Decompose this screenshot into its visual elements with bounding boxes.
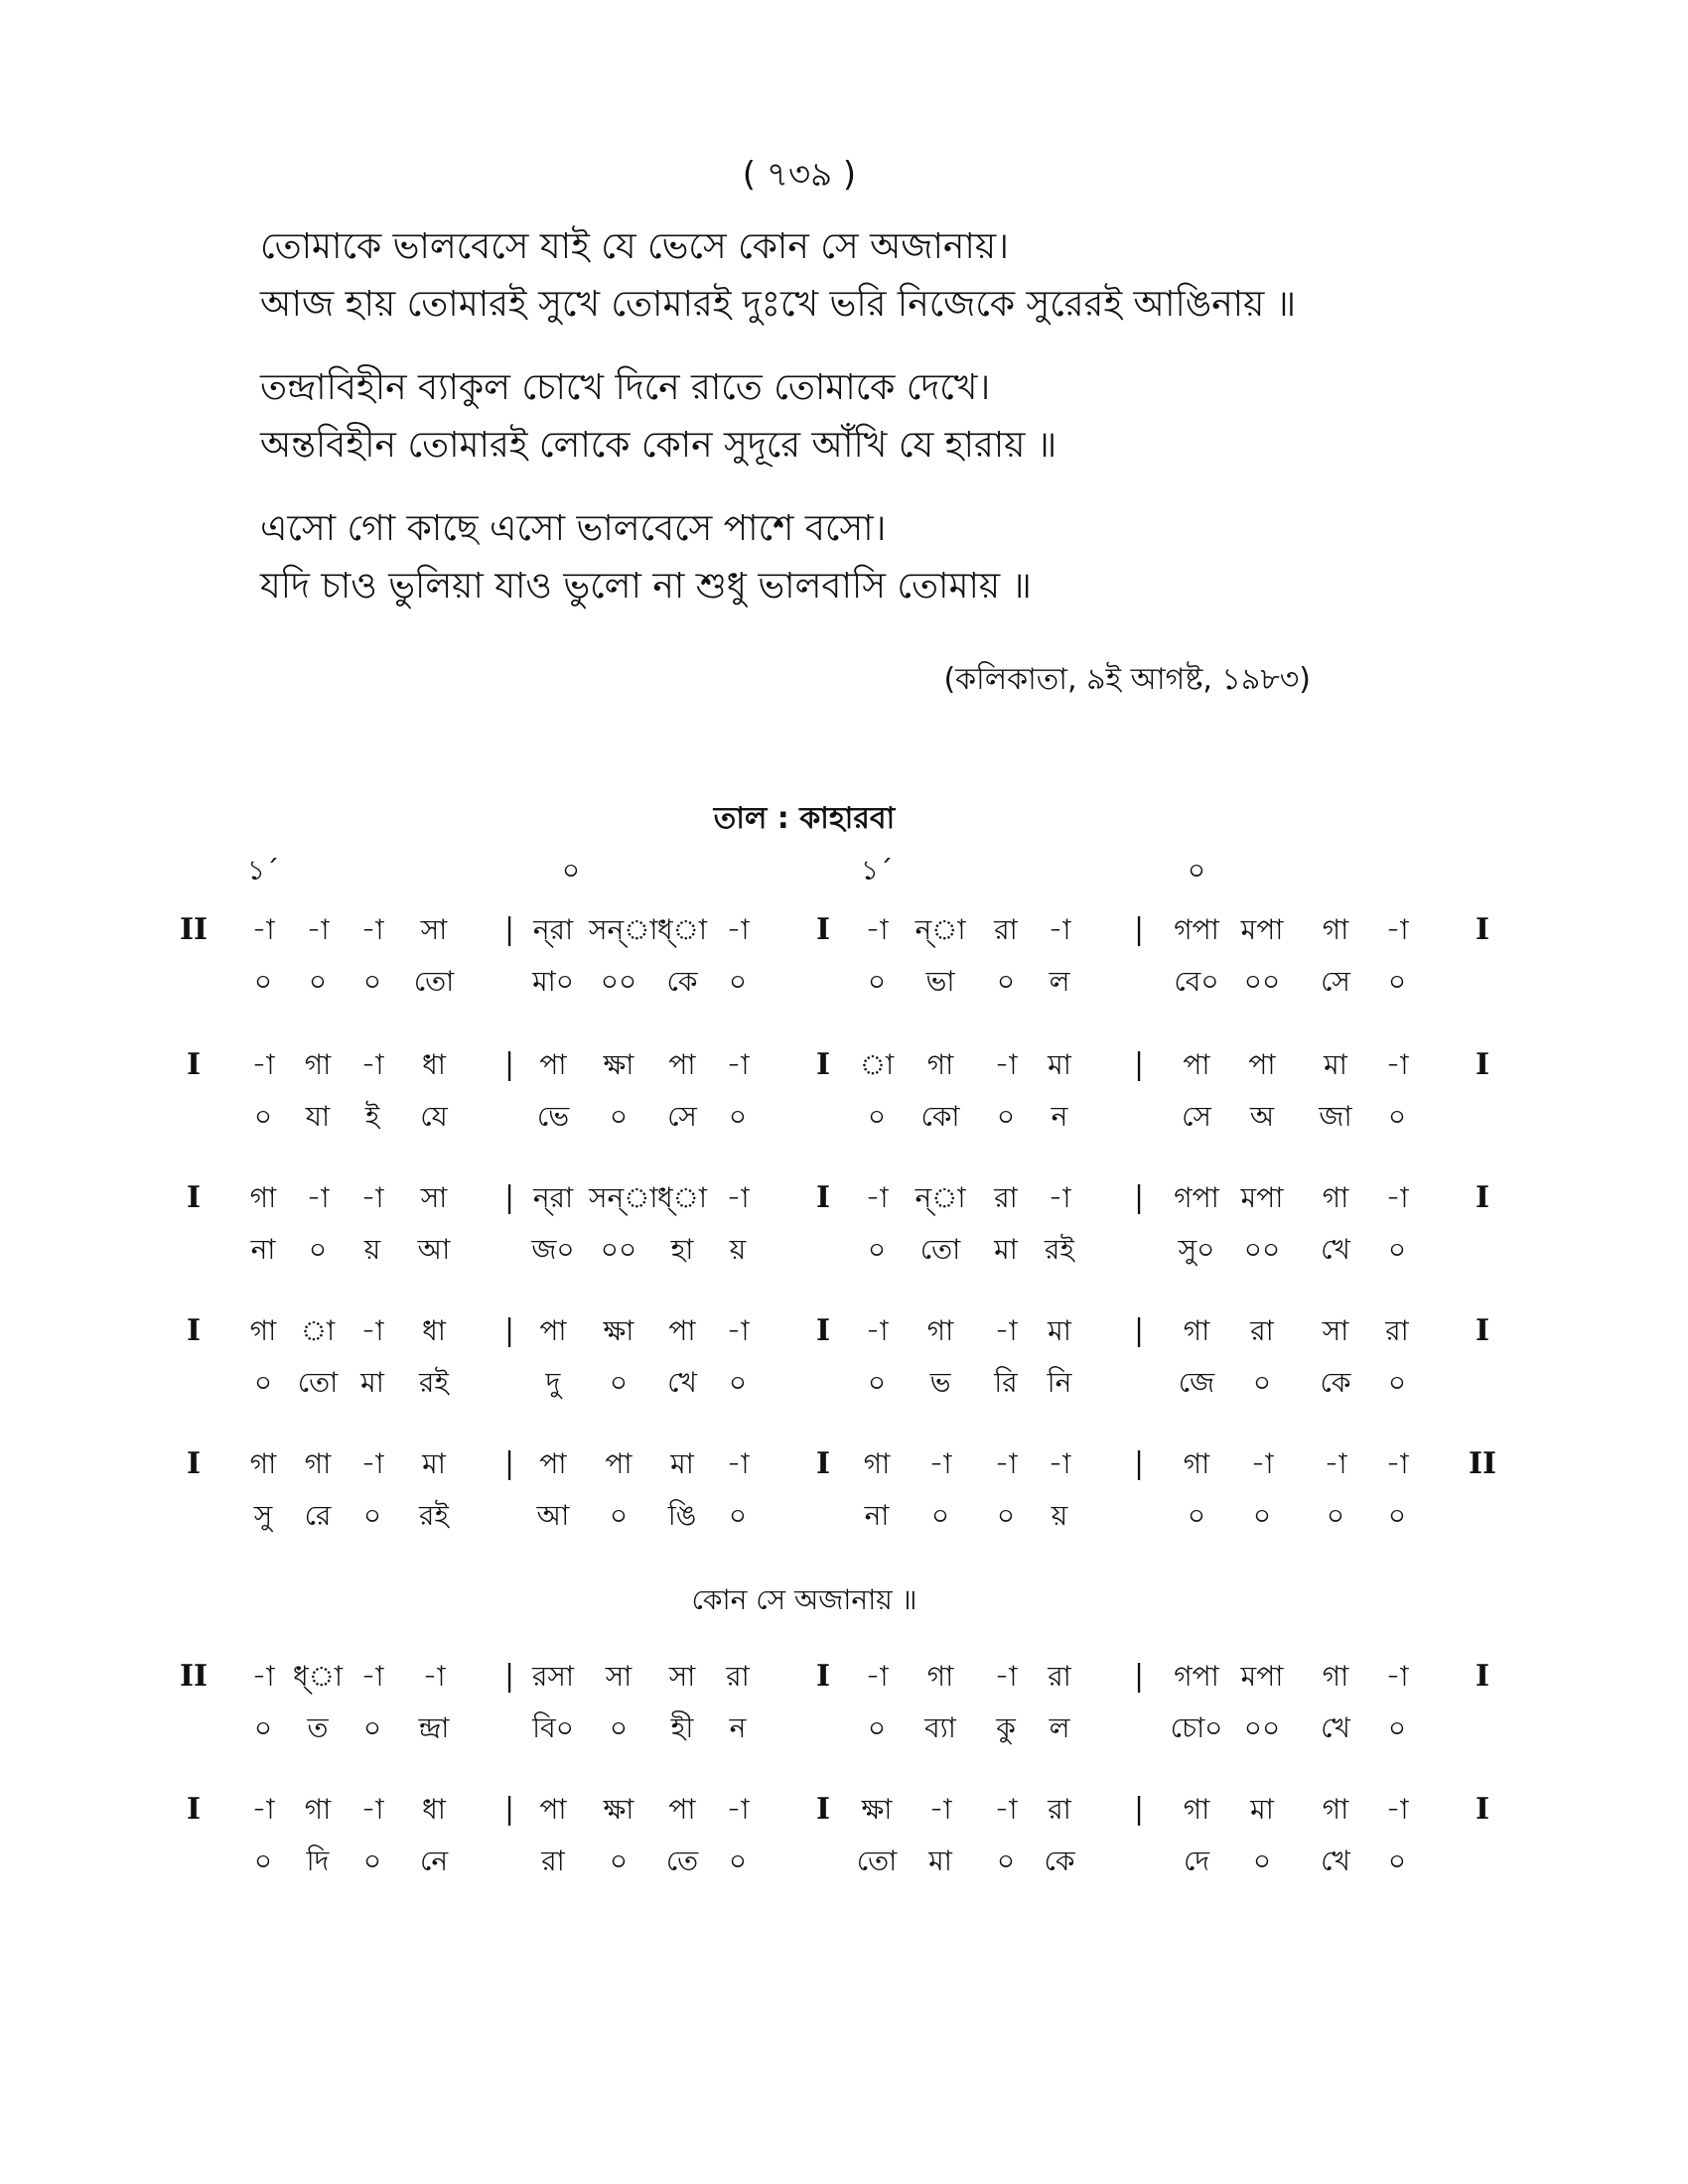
- swara-note: গা: [1183, 1447, 1210, 1480]
- lyric-syllable: ০: [253, 1366, 273, 1399]
- lyric-syllable: ০০: [600, 965, 637, 998]
- swara-note: সা: [1322, 1314, 1349, 1347]
- swara-note: গা: [1183, 1793, 1210, 1826]
- lyric-syllable: সে: [1321, 965, 1350, 998]
- barline: I: [1475, 1180, 1490, 1215]
- barline: I: [186, 1792, 202, 1827]
- page-number: ( ৭৩৯ ): [742, 155, 857, 195]
- swara-note: -া: [1250, 1447, 1274, 1480]
- lyric-syllable: সু: [253, 1499, 273, 1532]
- swara-note: -া: [865, 1660, 889, 1693]
- barline: |: [503, 1313, 515, 1348]
- lyric-syllable: য়: [363, 1233, 381, 1266]
- swara-note: -া: [1385, 1660, 1409, 1693]
- lyric-syllable: নি: [1047, 1366, 1072, 1399]
- swara-note: ক্ষা: [861, 1793, 893, 1826]
- swara-note: -া: [306, 913, 330, 946]
- lyric-syllable: হী: [670, 1711, 694, 1744]
- lyric-syllable: বে০: [1174, 965, 1219, 998]
- lyric-syllable: তো: [413, 965, 455, 998]
- lyric-syllable: আ: [536, 1499, 570, 1532]
- lyric-syllable: ০: [308, 1233, 328, 1266]
- swara-note: রসা: [531, 1660, 575, 1693]
- lyric-syllable: যা: [305, 1100, 331, 1133]
- swara-note: -া: [994, 1314, 1018, 1347]
- lyric-syllable: ০০: [600, 1233, 637, 1266]
- barline: I: [815, 1180, 831, 1215]
- barline: I: [1475, 912, 1490, 947]
- lyric-syllable: ০: [867, 1233, 887, 1266]
- lyric-syllable: খে: [1321, 1711, 1350, 1744]
- swara-note: পা: [1183, 1048, 1210, 1081]
- lyric-syllable: য়: [1051, 1499, 1068, 1532]
- swara-note: ক্ষা: [603, 1048, 634, 1081]
- poem-line: এসো গো কাছে এসো ভালবেসে পাশে বসো।: [260, 508, 887, 549]
- lyric-syllable: ০: [1387, 1100, 1407, 1133]
- lyric-syllable: ভ: [929, 1366, 951, 1399]
- swara-note: -া: [1385, 1048, 1409, 1081]
- swara-note: পা: [668, 1048, 696, 1081]
- swara-note: পা: [668, 1793, 696, 1826]
- swara-note: -া: [1048, 1181, 1071, 1214]
- lyric-syllable: জা: [1319, 1100, 1352, 1133]
- dateline: (কলিকাতা, ৯ই আগষ্ট, ১৯৮৩): [943, 662, 1311, 697]
- swara-note: গা: [1322, 1181, 1349, 1214]
- swara-note: -া: [360, 1314, 384, 1347]
- lyric-syllable: তে: [665, 1844, 699, 1877]
- swara-note: -া: [865, 1181, 889, 1214]
- swara-note: ক্ষা: [603, 1314, 634, 1347]
- lyric-syllable: কে: [1320, 1366, 1351, 1399]
- lyric-syllable: ল: [1049, 965, 1070, 998]
- swara-note: -া: [726, 913, 750, 946]
- lyric-syllable: ০: [867, 965, 887, 998]
- barline: I: [815, 912, 831, 947]
- swara-note: পা: [539, 1048, 567, 1081]
- lyric-syllable: ০: [996, 1844, 1016, 1877]
- poem-text: [260, 218, 1501, 641]
- swara-note: -া: [251, 913, 275, 946]
- beat-marker: ১´: [246, 854, 280, 887]
- swara-note: সা: [668, 1660, 696, 1693]
- barline: I: [815, 1446, 831, 1481]
- poem-line: তোমাকে ভালবেসে যাই যে ভেসে কোন সে অজানায়।: [260, 226, 1009, 267]
- poem-line: আজ হায় তোমারই সুখে তোমারই দুঃখে ভরি নিজেকে সুরেরই আঙিনায় ॥: [260, 284, 1297, 325]
- lyric-syllable: ০: [253, 1711, 273, 1744]
- barline: I: [815, 1047, 831, 1082]
- lyric-syllable: ০: [728, 965, 748, 998]
- swara-note: গা: [249, 1181, 277, 1214]
- barline: |: [1133, 1313, 1145, 1348]
- swara-note: -া: [360, 1181, 384, 1214]
- lyric-syllable: আ: [417, 1233, 451, 1266]
- lyric-syllable: ০: [253, 1100, 273, 1133]
- lyric-syllable: জ০: [531, 1233, 575, 1266]
- swara-note: গা: [249, 1447, 277, 1480]
- lyric-syllable: তো: [919, 1233, 961, 1266]
- lyric-syllable: না: [864, 1499, 890, 1532]
- lyric-syllable: ০: [1252, 1499, 1272, 1532]
- lyric-syllable: ০: [1387, 965, 1407, 998]
- swara-note: -া: [726, 1048, 750, 1081]
- swara-note: -া: [994, 1660, 1018, 1693]
- lyric-syllable: ০: [728, 1366, 748, 1399]
- lyric-syllable: বি০: [532, 1711, 574, 1744]
- lyric-syllable: ০: [1387, 1233, 1407, 1266]
- lyric-syllable: ০: [1252, 1366, 1272, 1399]
- barline: I: [186, 1047, 202, 1082]
- swara-note: মা: [1048, 1314, 1071, 1347]
- swara-note: ধা: [422, 1793, 446, 1826]
- lyric-syllable: ০: [930, 1499, 950, 1532]
- lyric-syllable: ০০: [1243, 1233, 1281, 1266]
- lyric-syllable: ন্দ্রা: [418, 1711, 450, 1744]
- swara-note: -া: [994, 1793, 1018, 1826]
- lyric-syllable: রা: [541, 1844, 565, 1877]
- barline: I: [186, 1446, 202, 1481]
- barline: I: [815, 1659, 831, 1694]
- swara-note: রা: [994, 1181, 1018, 1214]
- barline: |: [503, 912, 515, 947]
- beat-marker: ০: [561, 854, 581, 887]
- swara-note: গা: [1183, 1314, 1210, 1347]
- swara-note: ন্‌া: [914, 913, 966, 946]
- lyric-syllable: ০: [362, 965, 382, 998]
- barline: I: [186, 1313, 202, 1348]
- swara-note: সন্‌া: [589, 1181, 658, 1214]
- lyric-syllable: ০: [867, 1100, 887, 1133]
- swara-note: গপা: [1174, 1660, 1219, 1693]
- swara-note: গা: [1322, 1793, 1349, 1826]
- stanza-2: [260, 359, 1501, 475]
- lyric-syllable: কে: [666, 965, 698, 998]
- lyric-syllable: রি: [994, 1366, 1018, 1399]
- swara-note: গা: [1322, 1660, 1349, 1693]
- swara-note: ধ্‌া: [292, 1660, 344, 1693]
- swara-note: -া: [865, 1314, 889, 1347]
- swara-note: গা: [1322, 913, 1349, 946]
- lyric-syllable: ন: [1051, 1100, 1068, 1133]
- swara-note: -া: [726, 1793, 750, 1826]
- lyric-syllable: সে: [1182, 1100, 1211, 1133]
- barline: |: [1133, 1047, 1145, 1082]
- lyric-syllable: ০: [867, 1366, 887, 1399]
- swara-note: া: [859, 1048, 895, 1081]
- swara-note: -া: [726, 1181, 750, 1214]
- swara-note: মপা: [1240, 1181, 1284, 1214]
- swara-note: ধা: [422, 1048, 446, 1081]
- lyric-syllable: ০: [728, 1844, 748, 1877]
- swara-note: -া: [1385, 913, 1409, 946]
- swara-note: গা: [863, 1447, 891, 1480]
- lyric-syllable: দে: [1183, 1844, 1210, 1877]
- lyric-syllable: কু: [996, 1711, 1016, 1744]
- swara-note: পা: [539, 1793, 567, 1826]
- swara-note: সা: [605, 1660, 633, 1693]
- swara-note: -া: [1385, 1181, 1409, 1214]
- lyric-syllable: ০: [996, 1100, 1016, 1133]
- swara-note: -া: [360, 1793, 384, 1826]
- swara-note: রা: [994, 913, 1018, 946]
- swara-note: মা: [1048, 1048, 1071, 1081]
- swara-note: রা: [1385, 1314, 1409, 1347]
- swara-note: মা: [422, 1447, 446, 1480]
- barline: I: [1475, 1047, 1490, 1082]
- lyric-syllable: অ: [1249, 1100, 1275, 1133]
- barline: II: [179, 912, 209, 947]
- lyric-syllable: ০: [1387, 1844, 1407, 1877]
- swara-note: পা: [1248, 1048, 1276, 1081]
- swara-note: গা: [926, 1660, 954, 1693]
- swara-note: মা: [1250, 1793, 1274, 1826]
- swara-note: -া: [1048, 1447, 1071, 1480]
- lyric-syllable: ভে: [536, 1100, 570, 1133]
- lyric-syllable: ০: [996, 1499, 1016, 1532]
- swara-note: -া: [1385, 1793, 1409, 1826]
- swara-note: রা: [1048, 1793, 1071, 1826]
- beat-marker: ১´: [860, 854, 894, 887]
- swara-note: ধা: [422, 1314, 446, 1347]
- barline: II: [179, 1659, 209, 1694]
- lyric-syllable: ০০: [1243, 1711, 1281, 1744]
- lyric-syllable: ত: [307, 1711, 329, 1744]
- swara-note: গা: [304, 1793, 332, 1826]
- lyric-syllable: ০: [362, 1499, 382, 1532]
- lyric-syllable: ০: [609, 1844, 629, 1877]
- barline: I: [815, 1313, 831, 1348]
- lyric-syllable: ০০: [1243, 965, 1281, 998]
- lyric-syllable: কে: [1044, 1844, 1075, 1877]
- swara-note: পা: [539, 1314, 567, 1347]
- stanza-3: [260, 500, 1501, 615]
- lyric-syllable: সে: [667, 1100, 697, 1133]
- swara-note: -া: [928, 1447, 952, 1480]
- lyric-syllable: ০: [1187, 1499, 1206, 1532]
- lyric-syllable: খে: [1321, 1233, 1350, 1266]
- swara-note: -া: [360, 1660, 384, 1693]
- lyric-syllable: চো০: [1170, 1711, 1223, 1744]
- lyric-syllable: জে: [1178, 1366, 1215, 1399]
- swara-note: সন্‌া: [589, 913, 658, 946]
- swara-note: -া: [994, 1048, 1018, 1081]
- swara-note: -া: [1385, 1447, 1409, 1480]
- lyric-syllable: খে: [1321, 1844, 1350, 1877]
- refrain-cue: কোন সে অজানায় ॥: [691, 1583, 917, 1616]
- swara-note: া: [300, 1314, 336, 1347]
- barline: II: [1468, 1446, 1497, 1481]
- swara-note: গপা: [1174, 913, 1219, 946]
- barline: I: [1475, 1313, 1490, 1348]
- poem-line: অন্তবিহীন তোমারই লোকে কোন সুদূরে আঁখি যে হারায় ॥: [260, 425, 1057, 466]
- swara-note: পা: [605, 1447, 633, 1480]
- barline: |: [1133, 1446, 1145, 1481]
- swara-note: ক্ষা: [603, 1793, 634, 1826]
- lyric-syllable: হা: [670, 1233, 694, 1266]
- lyric-syllable: দু: [545, 1366, 561, 1399]
- swara-note: -া: [1048, 913, 1071, 946]
- swara-note: গা: [304, 1048, 332, 1081]
- barline: |: [503, 1446, 515, 1481]
- tala-heading: তাল : কাহারবা: [713, 801, 896, 836]
- lyric-syllable: ০: [362, 1711, 382, 1744]
- lyric-syllable: ভা: [925, 965, 955, 998]
- lyric-syllable: ০: [609, 1499, 629, 1532]
- swara-note: সা: [420, 913, 448, 946]
- swara-note: -া: [360, 1447, 384, 1480]
- swara-note: মপা: [1240, 1660, 1284, 1693]
- lyric-syllable: ব্যা: [924, 1711, 956, 1744]
- lyric-syllable: মা: [360, 1366, 384, 1399]
- lyric-syllable: ০: [609, 1100, 629, 1133]
- swara-note: গা: [249, 1314, 277, 1347]
- lyric-syllable: ০: [728, 1499, 748, 1532]
- lyric-syllable: খে: [667, 1366, 697, 1399]
- barline: |: [503, 1180, 515, 1215]
- lyric-syllable: কো: [920, 1100, 960, 1133]
- lyric-syllable: ০: [308, 965, 328, 998]
- lyric-syllable: ০: [1252, 1844, 1272, 1877]
- lyric-syllable: সু০: [1178, 1233, 1215, 1266]
- swara-note: গা: [926, 1048, 954, 1081]
- barline: I: [1475, 1659, 1490, 1694]
- lyric-syllable: ০: [609, 1711, 629, 1744]
- swara-note: ন্‌রা: [532, 913, 574, 946]
- lyric-syllable: ০: [867, 1711, 887, 1744]
- swara-note: মা: [670, 1447, 694, 1480]
- lyric-syllable: ০: [362, 1844, 382, 1877]
- swara-note: -া: [726, 1314, 750, 1347]
- swara-note: পা: [668, 1314, 696, 1347]
- lyric-syllable: ন: [729, 1711, 747, 1744]
- lyric-syllable: দি: [306, 1844, 330, 1877]
- swara-note: ধ্‌া: [656, 1181, 708, 1214]
- swara-note: -া: [726, 1447, 750, 1480]
- lyric-syllable: ০: [609, 1366, 629, 1399]
- swara-note: -া: [251, 1660, 275, 1693]
- barline: |: [1133, 1180, 1145, 1215]
- poem-line: যদি চাও ভুলিয়া যাও ভুলো না শুধু ভালবাসি তোমায় ॥: [260, 566, 1032, 607]
- swara-note: -া: [994, 1447, 1018, 1480]
- barline: I: [1475, 1792, 1490, 1827]
- swara-note: রা: [1048, 1660, 1071, 1693]
- barline: I: [186, 1180, 202, 1215]
- swara-note: সা: [420, 1181, 448, 1214]
- swara-note: -া: [306, 1181, 330, 1214]
- lyric-syllable: তো: [297, 1366, 339, 1399]
- swara-note: গা: [304, 1447, 332, 1480]
- swara-note: -া: [360, 1048, 384, 1081]
- lyric-syllable: মা০: [532, 965, 574, 998]
- swara-note: গা: [926, 1314, 954, 1347]
- lyric-syllable: ঙি: [667, 1499, 697, 1532]
- lyric-syllable: রই: [1045, 1233, 1074, 1266]
- lyric-syllable: ০: [253, 965, 273, 998]
- stanza-1: [260, 218, 1501, 334]
- swara-note: ন্‌া: [914, 1181, 966, 1214]
- barline: |: [503, 1047, 515, 1082]
- lyric-syllable: তো: [856, 1844, 898, 1877]
- swara-note: -া: [251, 1048, 275, 1081]
- swara-note: মা: [1324, 1048, 1347, 1081]
- lyric-syllable: ০: [253, 1844, 273, 1877]
- swara-note: -া: [360, 913, 384, 946]
- lyric-syllable: রে: [304, 1499, 332, 1532]
- lyric-syllable: ল: [1049, 1711, 1070, 1744]
- swara-note: পা: [539, 1447, 567, 1480]
- swara-note: রা: [726, 1660, 750, 1693]
- lyric-syllable: রই: [419, 1499, 449, 1532]
- lyric-syllable: নে: [419, 1844, 449, 1877]
- lyric-syllable: যে: [420, 1100, 448, 1133]
- barline: |: [1133, 1659, 1145, 1694]
- swara-note: -া: [865, 913, 889, 946]
- barline: |: [1133, 912, 1145, 947]
- lyric-syllable: মা: [928, 1844, 952, 1877]
- lyric-syllable: না: [250, 1233, 276, 1266]
- swara-note: -া: [422, 1660, 446, 1693]
- swara-note: ন্‌রা: [532, 1181, 574, 1214]
- lyric-syllable: য়: [729, 1233, 747, 1266]
- lyric-syllable: ০: [728, 1100, 748, 1133]
- lyric-syllable: ০: [1387, 1366, 1407, 1399]
- lyric-syllable: ই: [364, 1100, 380, 1133]
- swara-note: -া: [1324, 1447, 1347, 1480]
- lyric-syllable: ০: [1326, 1499, 1345, 1532]
- swara-note: -া: [928, 1793, 952, 1826]
- swara-note: গপা: [1174, 1181, 1219, 1214]
- swara-note: ধ্‌া: [656, 913, 708, 946]
- swara-note: -া: [251, 1793, 275, 1826]
- swara-note: মপা: [1240, 913, 1284, 946]
- barline: |: [503, 1792, 515, 1827]
- poem-line: তন্দ্রাবিহীন ব্যাকুল চোখে দিনে রাতে তোমাকে দেখে।: [260, 367, 991, 408]
- lyric-syllable: ০: [1387, 1711, 1407, 1744]
- barline: I: [815, 1792, 831, 1827]
- lyric-syllable: ০: [1387, 1499, 1407, 1532]
- lyric-syllable: ০: [996, 965, 1016, 998]
- barline: |: [1133, 1792, 1145, 1827]
- lyric-syllable: মা: [994, 1233, 1018, 1266]
- lyric-syllable: রই: [419, 1366, 449, 1399]
- swara-note: রা: [1250, 1314, 1274, 1347]
- barline: |: [503, 1659, 515, 1694]
- beat-marker: ০: [1187, 854, 1206, 887]
